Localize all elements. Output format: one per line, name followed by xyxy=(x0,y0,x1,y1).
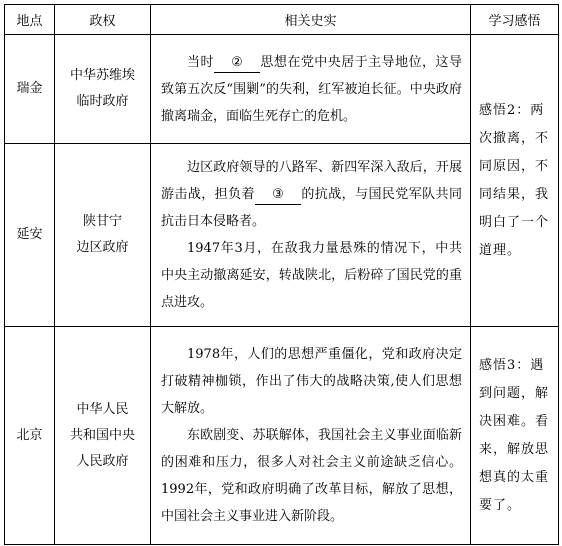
fact-paragraph xyxy=(161,49,462,130)
fact-text: 边区政府领导的八路军、新四军深入敌后，开展游击战，担负着 xyxy=(161,160,462,202)
government-line: 临时政府 xyxy=(76,94,129,109)
header-government: 政权 xyxy=(55,5,151,35)
facts-cell xyxy=(151,327,471,545)
government-line: 陕甘宁 xyxy=(82,214,122,229)
fact-paragraph: 东欧剧变、苏联解体，我国社会主义事业面临新的困难和压力，很多人对社会主义前途缺乏信心。1992年，党和政府明确了改革目标，解放了思想，中国社会主义事业进入新阶段。 xyxy=(161,428,462,524)
insight-cell: 感悟3：遇到问题，解决困难。看来，解放思想真的太重要了。 xyxy=(471,327,559,545)
government-cell xyxy=(55,35,151,144)
fact-paragraph: 1947年3月，在敌我力量悬殊的情况下，中共中央主动撤离延安，转战陕北，后粉碎了国民党的重点进攻。 xyxy=(161,241,462,310)
fact-paragraph xyxy=(161,154,462,235)
fill-in-blank: ③ xyxy=(255,186,301,205)
header-place: 地点 xyxy=(5,5,55,35)
place-cell: 北京 xyxy=(5,327,55,545)
government-line: 共和国中央 xyxy=(69,427,135,443)
fill-in-blank: ② xyxy=(214,54,260,73)
facts-cell xyxy=(151,35,471,144)
government-line: 边区政府 xyxy=(76,240,129,255)
government-cell xyxy=(55,327,151,545)
header-related-facts: 相关史实 xyxy=(151,5,471,35)
table-row-beijing xyxy=(5,327,559,545)
facts-cell xyxy=(151,144,471,327)
government-line: 中华人民 xyxy=(76,401,129,417)
government-line: 人民政府 xyxy=(76,453,129,469)
fact-paragraph: 1978年，人们的思想严重僵化，党和政府决定打破精神枷锁，作出了伟大的战略决策,使人们思想大解放。 xyxy=(161,347,462,416)
history-table xyxy=(4,4,559,545)
place-cell: 延安 xyxy=(5,144,55,327)
government-line: 中华苏维埃 xyxy=(69,68,135,83)
government-cell xyxy=(55,144,151,327)
insight-cell: 感悟2：两次撤离，不同原因，不同结果，我明白了一个道理。 xyxy=(471,35,559,327)
header-row xyxy=(5,5,559,35)
fact-text: 当时 xyxy=(187,54,214,70)
fact-text: 思想在党中央居于主导地位，这导致第五次反“围剿”的失利，红军被迫长征。中央政府撤离瑞金，面临生死存亡的危机。 xyxy=(161,54,462,124)
fact-text: 的抗战，与国民党军队共同抗击日本侵略者。 xyxy=(161,187,462,229)
place-cell: 瑞金 xyxy=(5,35,55,144)
header-insight: 学习感悟 xyxy=(471,5,559,35)
table-row-ruijin xyxy=(5,35,559,144)
